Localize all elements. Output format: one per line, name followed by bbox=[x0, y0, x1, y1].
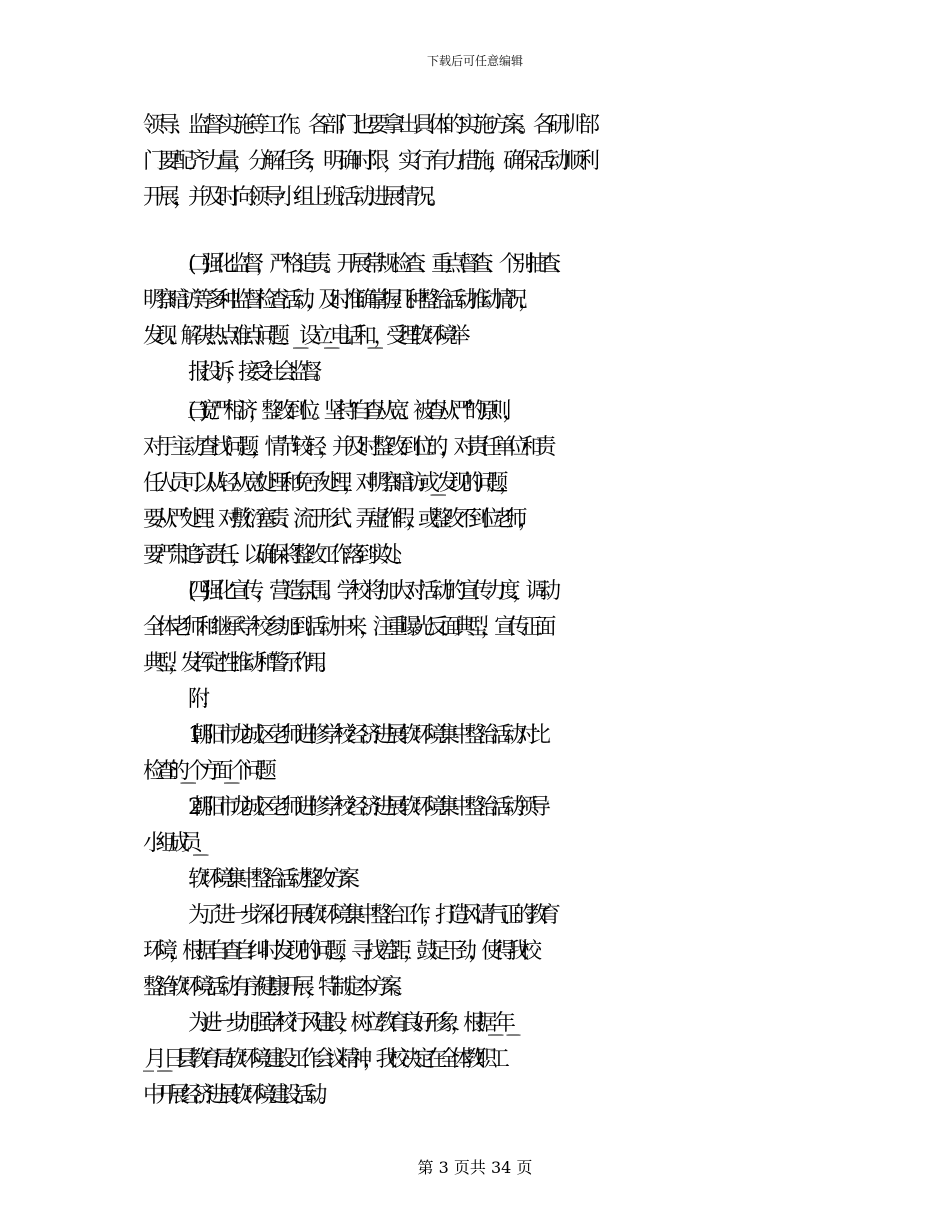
document-body bbox=[0, 108, 950, 1138]
text-line: 为进一步加强学校行风建设，树立教育良好形象，根据____年___ bbox=[188, 1011, 512, 1036]
text-line: 任人员可以从轻从宽处理和免予处理，对明察暗访或____发现的问题， bbox=[143, 471, 512, 496]
text-line: 报投诉，接受社会监督。 bbox=[188, 360, 326, 385]
text-line: 领导、监督实施等工作。各部门也要拿出具体的实施方案。各研训部 bbox=[143, 113, 594, 138]
text-line: 明察暗访等多种监督检查活动，及时准确掌握几种整治活动推动情况， bbox=[143, 288, 531, 313]
page-header: 下载后可任意编辑 bbox=[426, 54, 523, 68]
text-line: 环境，根据自查自纠时发现的问题，寻找差距，鼓足干劲，使得我校 bbox=[143, 939, 534, 964]
text-line: 附： bbox=[188, 687, 214, 712]
text-line: 全体老师和继承学校参加到活动中来，注重曝光反面典型，宣传正面 bbox=[143, 615, 549, 640]
text-line: 要从严处理。对敷衍塞责、流于形式、弄虚作假，或整改不到位老师， bbox=[143, 507, 531, 532]
text-line: (三)宽严相济，整改到位。坚持“自查从宽、被查从严”的原则， bbox=[188, 399, 515, 424]
text-line: 中开展经济进展软环境建设活动。 bbox=[143, 1083, 331, 1108]
text-line: 为了进一步深化开展软环境集中整治工作，打造风清气正的教育 bbox=[188, 903, 553, 928]
text-line: 要严肃追究责任，以确保将整改工作落到实处。 bbox=[143, 543, 406, 568]
text-line: 门要配齐力量，分解任务，明确时限，实行有力措施，确保活动顺利 bbox=[143, 149, 594, 174]
text-line: 小组成员____ bbox=[143, 831, 200, 856]
text-line: 软环境集中整治活动整改方案 bbox=[188, 867, 351, 892]
text-line: 检查的____个方面____个问题 bbox=[143, 759, 268, 784]
text-line: (四)强化宣传，营造氛围。学校将加大对活动的宣传力度，调动 bbox=[188, 579, 553, 604]
text-line: _月____日县教育局软环境建设工作会议精神，我校决定在全体教职工 bbox=[143, 1047, 501, 1072]
text-line: (二)强化监督，严格追责。开展常规检查、重点督查、个别抽查、 bbox=[188, 252, 567, 277]
text-line: 整治软环境活动有序健康开展，特制定本方案。 bbox=[143, 975, 406, 1000]
text-line: 1.朝阳市龙城区老师进修学校经济进展软环境集中整治活动对比 bbox=[188, 723, 542, 748]
text-line: 开展，并及时向领导小组上班活动进展情况。 bbox=[143, 185, 444, 210]
text-line: 典型，发挥定性推动和警示作用。 bbox=[143, 651, 331, 676]
text-line: 2.朝阳市龙城区老师进修学校经济进展软环境集中整治活动领导 bbox=[188, 795, 542, 820]
text-line: 对于主动查找问题，情节较轻，并及时整改到位的，对责任单位和责 bbox=[143, 435, 549, 460]
page-footer: 第 3 页共 34 页 bbox=[417, 1158, 533, 1177]
text-line: 发现、解决热点难点问题。____设立____电话和____，受理软环境举 bbox=[143, 324, 462, 349]
